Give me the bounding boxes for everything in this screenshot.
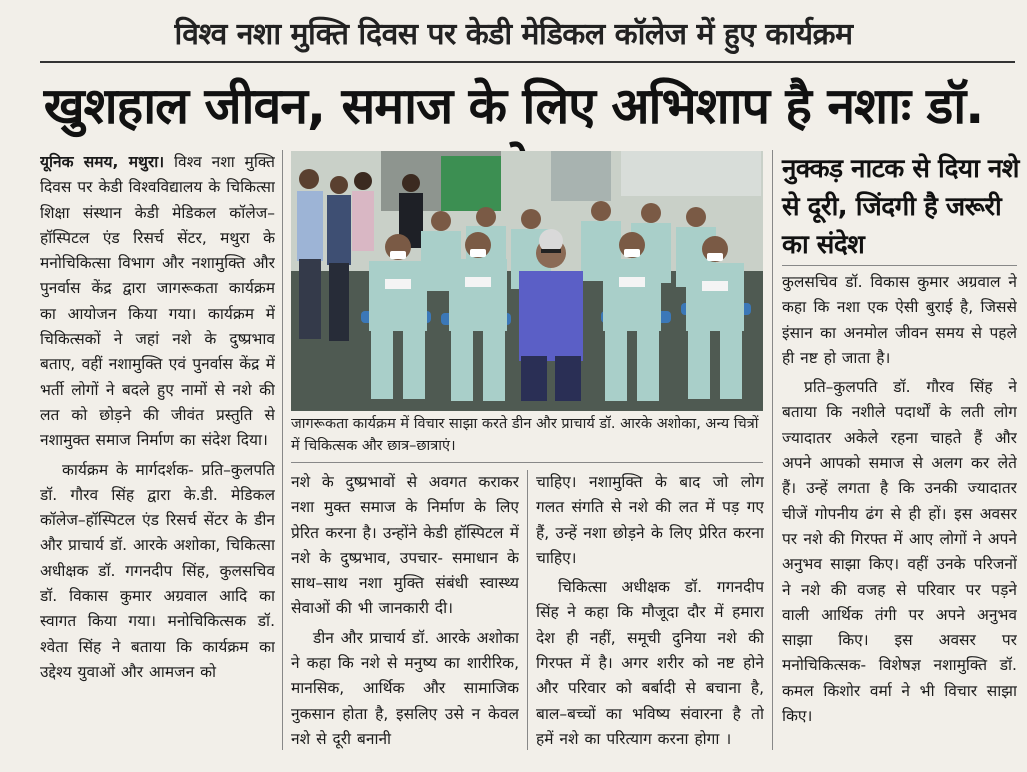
article-column-2 [291,470,519,750]
body-paragraph: कुलसचिव डॉ. विकास कुमार अग्रवाल ने कहा कि नशा एक ऐसी बुराई है, जिससे इंसान का अनमोल जीवन समय से पहले ही नष्ट हो जाता है। [782,273,1017,367]
body-paragraph: प्रति–कुलपति डॉ. गौरव सिंह ने बताया कि नशीले पदार्थों के लती लोग ज्यादातर अकेले रहना चाहते हैं और अपने आपको समाज से अलग कर लेते हैं। उन्हें लगता है कि उनकी ज्यादातर चीजें गोपनीय ढंग से ही हों। इस अवसर पर नशे की गिरफ्त में आए लोगों ने अपने अनुभव साझा किए। वहीं उनके परिजनों ने नशे की वजह से परिवार पर पड़ने वाली आर्थिक तंगी पर अपने अनुभव साझा किए। इस अवसर पर मनोचिकित्सक- विशेषज्ञ नशामुक्ति डॉ. कमल किशोर वर्मा ने भी विचार साझा किए। [782,378,1017,726]
top-rule [40,61,1015,63]
dateline: यूनिक समय, मथुरा। [40,153,165,171]
intro-paragraph: यूनिक समय, मथुरा। विश्व नशा मुक्ति दिवस पर केडी विश्वविद्यालय के चिकित्सा शिक्षा संस्थान केडी मेडिकल कॉलेज–हॉस्पिटल एंड रिसर्च सेंटर, मथुरा के मनोचिकित्सा विभाग और नशामुक्ति और पुनर्वास केंद्र द्वारा जागरूकता कार्यक्रम का आयोजन किया गया। कार्यक्रम में चिकित्सकों ने जहां नशे के दुष्प्रभाव बताए, वहीं नशामुक्ति एवं पुनर्वास केंद्र में भर्ती लोगों ने बदले हुए नामों से नशे की लत को छोड़ने की जीवंत प्रस्तुति से नशामुक्त समाज निर्माण का संदेश दिया। [40,153,275,450]
caption-rule [291,462,763,463]
body-paragraph: नशे के दुष्प्रभावों से अवगत कराकर नशा मुक्त समाज के निर्माण के लिए प्रेरित करना है। उन्होंने केडी हॉस्पिटल में नशे के दुष्प्रभाव, उपचार- समाधान के साथ–साथ नशा मुक्ति संबंधी स्वास्थ्य सेवाओं की भी जानकारी दी। [291,473,519,618]
photo-caption: जागरूकता कार्यक्रम में विचार साझा करते डीन और प्राचार्य डॉ. आरके अशोका, अन्य चित्रों में चिकित्सक और छात्र–छात्राएं। [291,416,759,454]
body-paragraph: डीन और प्राचार्य डॉ. आरके अशोका ने कहा कि नशे से मनुष्य का शारीरिक, मानसिक, आर्थिक और सामाजिक नुकसान होता है, इसलिए उसे न केवल नशे से दूरी बनानी [291,628,519,748]
article-column-1 [40,150,275,750]
column-divider [527,470,528,750]
body-paragraph: चाहिए। नशामुक्ति के बाद जो लोग गलत संगति से नशे की लत में पड़ गए हैं, उन्हें नशा छोड़ने के लिए प्रेरित करना चाहिए। [536,473,764,567]
event-photo [291,151,763,411]
column-divider [772,150,773,750]
kicker-headline: विश्व नशा मुक्ति दिवस पर केडी मेडिकल कॉलेज में हुए कार्यक्रम [174,17,853,52]
main-headline: खुशहाल जीवन, समाज के लिए अभिशाप है नशाः डॉ. [43,77,984,135]
side-headline-rule [782,265,1017,266]
body-paragraph: चिकित्सा अधीक्षक डॉ. गगनदीप सिंह ने कहा कि मौजूदा दौर में हमारा देश ही नहीं, समूची दुनिया नशे की गिरफ्त में है। अगर शरीर को नष्ट होने और परिवार को बर्बादी से बचाना है, बाल–बच्चों का भविष्य संवारना है तो हमें नशे का परित्याग करना होगा । [536,578,764,748]
column-divider [282,150,283,750]
body-paragraph: कार्यक्रम के मार्गदर्शक- प्रति–कुलपति डॉ. गौरव सिंह द्वारा के.डी. मेडिकल कॉलेज–हॉस्पिटल एंड रिसर्च सेंटर के डीन और प्राचार्य डॉ. आरके अशोका, चिकित्सा अधीक्षक डॉ. गगनदीप सिंह, कुलसचिव डॉ. विकास कुमार अग्रवाल आदि का स्वागत किया गया। मनोचिकित्सक डॉ. श्वेता सिंह ने बताया कि कार्यक्रम का उद्देश्य युवाओं और आमजन को [40,460,275,681]
side-headline: नुक्कड़ नाटक से दिया नशे से दूरी, जिंदगी है जरूरी का संदेश [782,154,1019,260]
article-column-4 [782,270,1017,750]
event-photo-illustration [291,151,763,411]
article-column-3 [536,470,764,750]
